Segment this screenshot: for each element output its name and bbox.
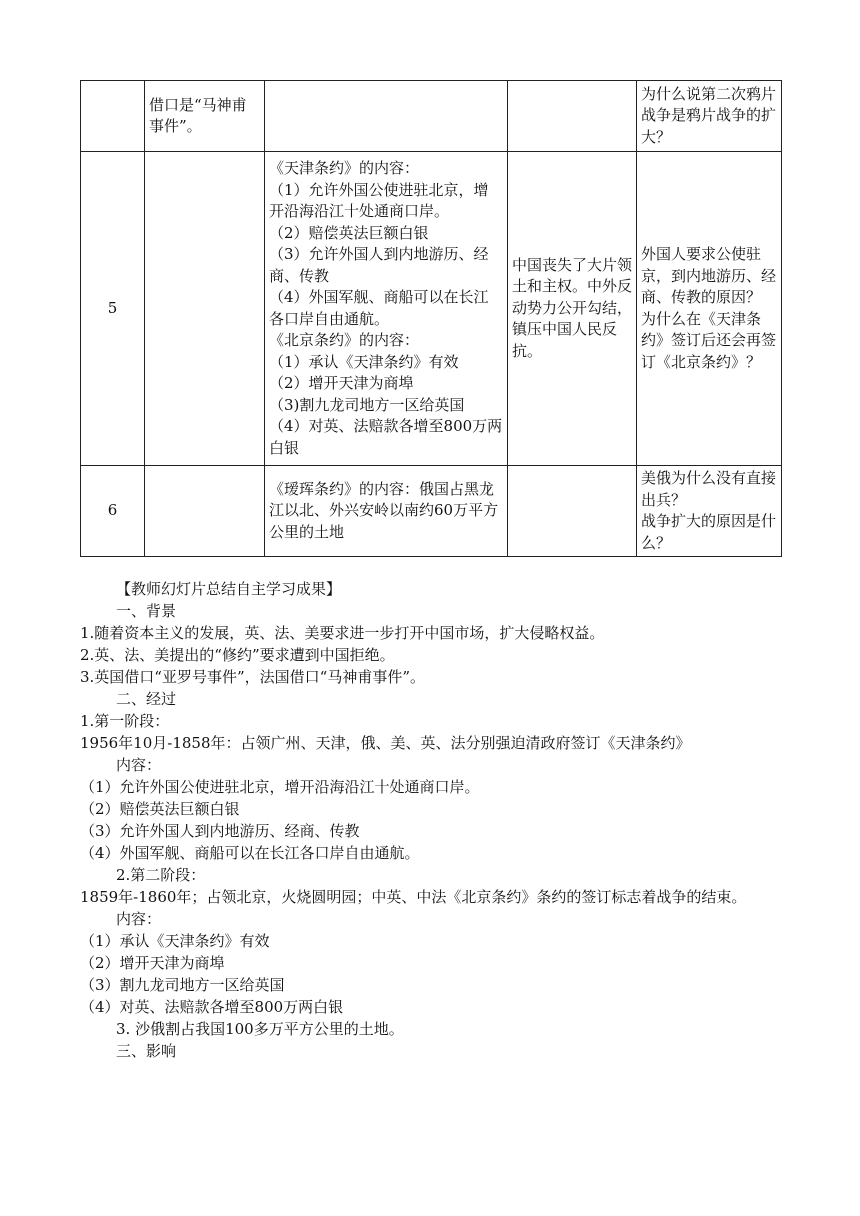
cell-text: 借口是“马神甫事件”。 [149, 95, 247, 135]
table-cell-col4 [508, 466, 637, 557]
summary-line: （4）外国军舰、商船可以在长江各口岸自由通航。 [80, 844, 420, 862]
cell-text: 《瑷珲条约》的内容：俄国占黑龙江以北、外兴安岭以南约60万平方公里的土地 [269, 479, 499, 541]
lesson-table [80, 80, 782, 557]
cell-text: 中国丧失了大片领土和主权。中外反动势力公开勾结，镇压中国人民反抗。 [512, 255, 633, 360]
summary-line: （4）对英、法赔款各增至800万两白银 [80, 998, 344, 1016]
cell-text: （2）增开天津为商埠 [269, 374, 414, 392]
summary-line: 一、背景 [116, 602, 177, 620]
summary-line: 3. 沙俄割占我国100多万平方公里的土地。 [116, 1020, 404, 1038]
summary-section [80, 578, 780, 1062]
summary-line: （2）增开天津为商埠 [80, 954, 225, 972]
summary-line: 内容： [116, 910, 162, 928]
table-row [81, 466, 782, 557]
table-cell-col3 [265, 81, 508, 152]
table-cell-col2 [145, 81, 265, 152]
cell-text: 《北京条约》的内容： [269, 331, 420, 349]
summary-line: 三、影响 [116, 1042, 177, 1060]
summary-line: （3）允许外国人到内地游历、经商、传教 [80, 822, 360, 840]
summary-lines [80, 600, 780, 1062]
table-cell-col4 [508, 81, 637, 152]
summary-line: （1）承认《天津条约》有效 [80, 932, 270, 950]
summary-line: 2.英、法、美提出的“修约”要求遭到中国拒绝。 [80, 646, 395, 664]
cell-text: （2）赔偿英法巨额白银 [269, 223, 429, 242]
summary-line: 二、经过 [116, 690, 177, 708]
table-row [81, 152, 782, 466]
table-row [81, 81, 782, 152]
summary-line: 1956年10月-1858年：占领广州、天津，俄、美、英、法分别强迫清政府签订《天津条约》 [80, 734, 691, 752]
summary-line: （3）割九龙司地方一区给英国 [80, 976, 285, 994]
table-cell-col2 [145, 152, 265, 466]
summary-line: 1859年-1860年；占领北京，火烧圆明园；中英、中法《北京条约》条约的签订标志着战争的结束。 [80, 888, 747, 906]
cell-text: （4）外国军舰、商船可以在长江各口岸自由通航。 [269, 288, 489, 328]
cell-text: （4）对英、法赔款各增至800万两白银 [269, 417, 503, 457]
row-number-cell: 6 [81, 466, 145, 557]
summary-line: 2.第二阶段： [116, 866, 206, 884]
cell-text: （1）承认《天津条约》有效 [269, 352, 459, 371]
summary-line: 3.英国借口“亚罗号事件”，法国借口“马神甫事件”。 [80, 668, 425, 686]
cell-text: 战争扩大的原因是什么？ [641, 512, 777, 552]
cell-text: （3）允许外国人到内地游历、经商、传教 [269, 245, 489, 285]
cell-text: 为什么在《天津条约》签订后还会再签订《北京条约》？ [641, 309, 777, 371]
table-cell-col3 [265, 466, 508, 557]
summary-line: 1.随着资本主义的发展，英、法、美要求进一步打开中国市场，扩大侵略权益。 [80, 624, 605, 642]
table-cell-col5 [637, 466, 782, 557]
cell-text: （3)割九龙司地方一区给英国 [269, 395, 465, 414]
summary-line: （1）允许外国公使进驻北京，增开沿海沿江十处通商口岸。 [80, 778, 480, 796]
summary-line: 1.第一阶段： [80, 712, 170, 730]
cell-text: 美俄为什么没有直接出兵？ [641, 469, 777, 509]
row-number-cell [81, 81, 145, 152]
table-cell-col3 [265, 152, 508, 466]
summary-heading: 【教师幻灯片总结自主学习成果】 [116, 580, 342, 598]
table-cell-col4 [508, 152, 637, 466]
summary-line: 内容： [116, 756, 162, 774]
cell-text: （1）允许外国公使进驻北京，增开沿海沿江十处通商口岸。 [269, 180, 489, 220]
cell-text: 外国人要求公使驻京，到内地游历、经商、传教的原因？ [641, 245, 777, 306]
table-cell-col5 [637, 81, 782, 152]
table-cell-col5 [637, 152, 782, 466]
cell-text: 为什么说第二次鸦片战争是鸦片战争的扩大？ [641, 84, 777, 146]
row-number-cell: 5 [81, 152, 145, 466]
table-cell-col2 [145, 466, 265, 557]
summary-line: （2）赔偿英法巨额白银 [80, 800, 240, 818]
cell-text: 《天津条约》的内容： [269, 159, 420, 177]
